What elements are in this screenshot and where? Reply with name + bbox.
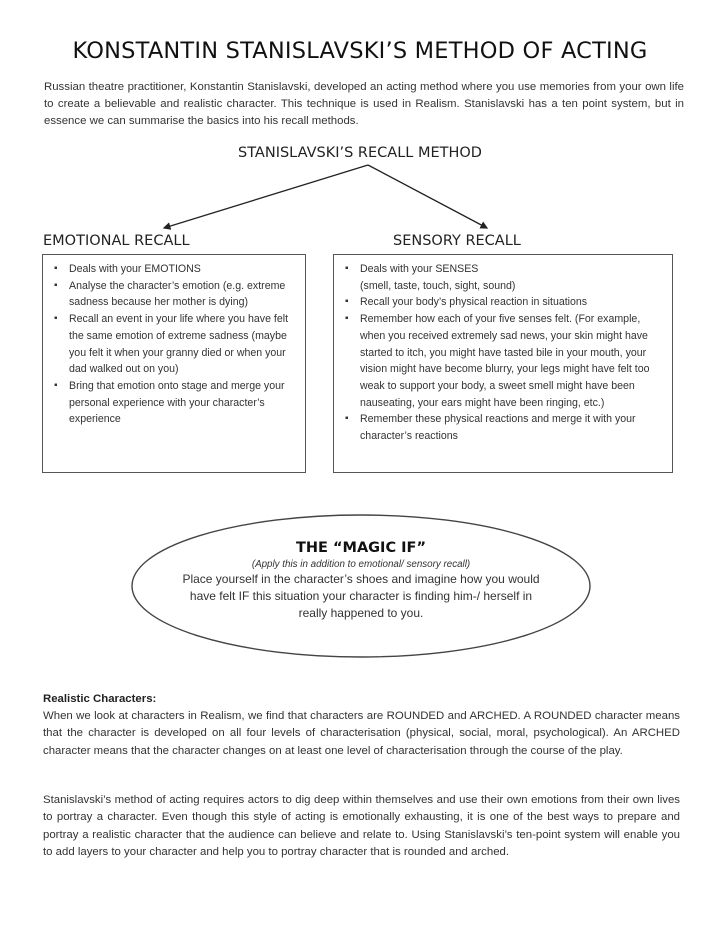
list-item: ▪ Deals with your EMOTIONS [69, 261, 297, 278]
list-item: ▪ Remember these physical reactions and merge it with your character’s reactions [345, 413, 636, 443]
magic-if-heading: THE “MAGIC IF” [296, 540, 426, 556]
list-item: ▪ Recall an event in your life where you have felt the same emotion of extreme sadness (maybe you felt it when your granny died or when your dad walked out on you) [54, 313, 289, 376]
bullet-icon: ▪ [54, 263, 58, 274]
recall-method-title: STANISLAVSKI’S RECALL METHOD [238, 145, 482, 161]
realistic-characters-heading: Realistic Characters: [43, 693, 157, 705]
arrow-to-emotional [164, 165, 368, 228]
realistic-paragraph-2: Stanislavski’s method of acting requires actors to dig deep within themselves and use their own emotions from their own lives to portray a character. Even though this style of acting is emotionally exhausting, it is one of the best ways to prepare and portray a realistic character that the audience can believe and relate to. Using Stanislavski’s ten-point system will enable you to add layers to your character and help you to portray character that is rounded and arched. [43, 794, 680, 858]
magic-if-body: Place yourself in the character’s shoes and imagine how you would have felt IF this situation your character is finding him-/ herself in really happened to you. [182, 572, 540, 620]
list-item: ▪ Recall your body’s physical reaction in situations [360, 294, 664, 311]
intro-paragraph: Russian theatre practitioner, Konstantin Stanislavski, developed an acting method where you use memories from your own life to create a believable and realistic character. This technique is used in Realism. Stanislavski has a ten point system, but in essence we can summarise the basics into his recall methods. [44, 81, 684, 127]
magic-if-subtitle: (Apply this in addition to emotional/ sensory recall) [251, 559, 471, 570]
bullet-icon: ▪ [54, 279, 58, 291]
list-item: ▪ Analyse the character’s emotion (e.g. extreme sadness because her mother is dying) [54, 279, 286, 309]
diagram-arrows [0, 0, 720, 260]
list-item: ▪ Remember how each of your five senses felt. (For example, when you received extremely sad news, your skin might have started to itch, you might have tasted bile in your mouth, your vision might have become blurry, your legs might have felt too weak to support your body, a sweet smell might have been nauseating, your ears might have been ringing, etc.) [345, 313, 650, 409]
magic-if-section [130, 538, 592, 622]
emotional-recall-heading: EMOTIONAL RECALL [43, 233, 190, 249]
emotional-recall-box [42, 254, 306, 473]
realistic-paragraph-1: When we look at characters in Realism, we find that characters are ROUNDED and ARCHED. A ROUNDED character means that the character is developed on all four levels of characterisation (physical, social, moral, psychological). An ARCHED character means that the character changes on at least one level of characterisation through the course of the play. [43, 710, 680, 757]
bullet-icon: ▪ [345, 313, 349, 325]
bullet-icon: ▪ [54, 379, 58, 391]
sensory-recall-heading: SENSORY RECALL [393, 233, 521, 249]
sensory-recall-box [333, 254, 673, 473]
bullet-icon: ▪ [345, 413, 349, 425]
bullet-icon: ▪ [345, 263, 349, 274]
list-item: ▪ Deals with your SENSES (smell, taste, touch, sight, sound) [345, 263, 516, 292]
bullet-icon: ▪ [345, 296, 349, 308]
list-item: ▪ Bring that emotion onto stage and merge your personal experience with your character’s experience [54, 379, 285, 426]
page-title: KONSTANTIN STANISLAVSKI’S METHOD OF ACTING [72, 38, 648, 64]
arrow-to-sensory [368, 165, 487, 228]
bullet-icon: ▪ [54, 313, 58, 325]
